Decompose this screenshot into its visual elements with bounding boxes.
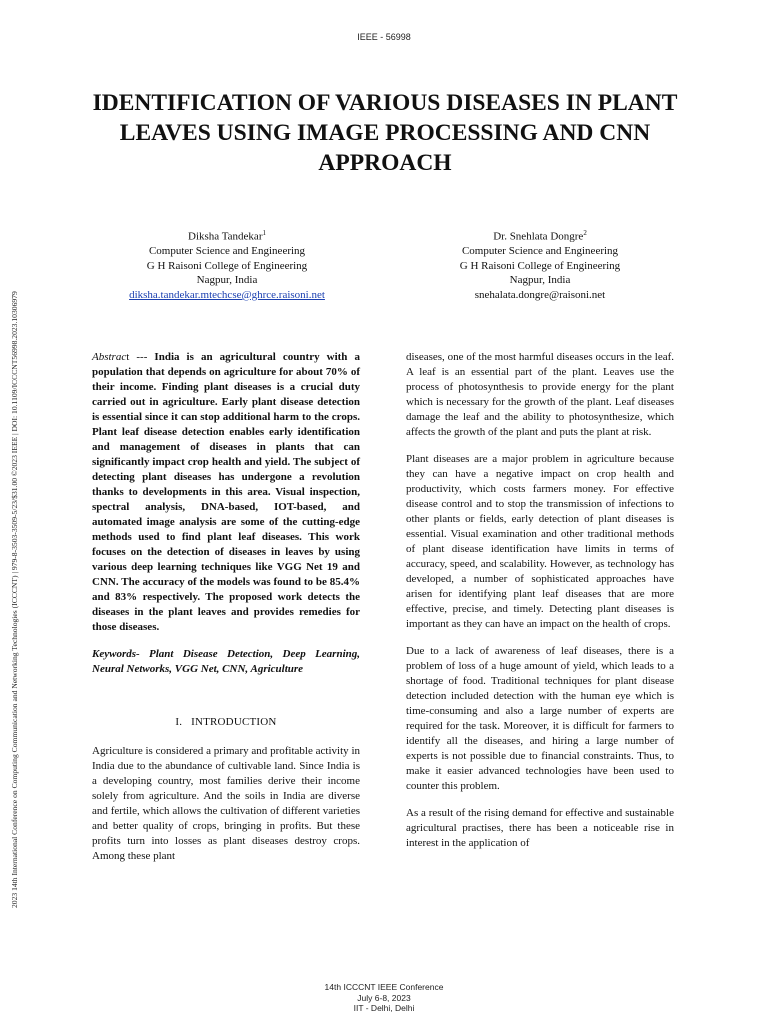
author-1-institution: G H Raisoni College of Engineering (146, 259, 308, 272)
abstract-lead: Abstrac (92, 351, 127, 363)
footer-line-3: IIT - Delhi, Delhi (353, 1003, 415, 1013)
author-1-email-link[interactable]: diksha.tandekar.mtechcse@ghrce.raisoni.net (129, 288, 325, 301)
doi-side-strip: 2023 14th International Conference on Computing Communication and Networking Technologies (ICCCNT) | 979-8-3503-3509-5/23/$31.00 ©2023 IEEE | DOI: 10.1109/ICCCNT56998.2023.10306979 (10, 291, 19, 908)
author-2-email: snehalata.dongre@raisoni.net (474, 288, 606, 301)
left-column (92, 350, 360, 876)
author-1-location: Nagpur, India (196, 274, 258, 287)
author-2-location: Nagpur, India (509, 274, 571, 287)
section-title: INTRODUCTION (191, 716, 277, 728)
author-1-sup: 1 (262, 229, 266, 237)
abstract (92, 350, 360, 635)
abstract-lead-rest: t (126, 351, 130, 363)
author-2-dept: Computer Science and Engineering (461, 245, 619, 258)
abstract-body: India is an agricultural country with a population that depends on agriculture for about 70% of their income. Finding plant diseases is a crucial duty carried out in agriculture. Early plant disease detection is essential since it can stop additional harm to the crops. Plant leaf disease detection enables early identification and management of diseases in plants that can significantly impact crop health and yield. The subject of detecting plant diseases has undergone a revolution thanks to developments in this area. Visual inspection, spectral analysis, DNA-based, IOT-based, and automated image analysis are some of the cutting-edge methods used to find plant leaf diseases. This work focuses on the detection of diseases in leaves by using various deep learning techniques like VGG Net 19 and CNN. The accuracy of the models was found to be 85.4% and 83% respectively. The proposed work detects the diseases in the plant leaves and provides remedies for those diseases. (92, 351, 360, 633)
conference-id: IEEE - 56998 (357, 32, 411, 42)
author-2-institution: G H Raisoni College of Engineering (459, 259, 621, 272)
right-paragraph-4: As a result of the rising demand for effective and sustainable agricultural practises, there has been a noticeable rise in interest in the application of (406, 807, 674, 849)
paper-title: IDENTIFICATION OF VARIOUS DISEASES IN PLANT LEAVES USING IMAGE PROCESSING AND CNN APPROACH (92, 90, 678, 176)
author-2-name: Dr. Snehlata Dongre (493, 230, 584, 243)
right-paragraph-1: diseases, one of the most harmful diseases occurs in the leaf. A leaf is an essential part of the plant. Leaves use the process of photosynthesis to provide energy for the plant which is necessary for the growth of the plant. Leaf diseases damage the leaf and the ability to photosynthesize, which affects the growth of the plant and puts the plant at risk. (406, 351, 674, 438)
section-heading-introduction (92, 715, 360, 730)
right-column (406, 350, 674, 863)
author-1-name: Diksha Tandekar (188, 230, 263, 243)
author-2 (390, 226, 690, 302)
author-1-dept: Computer Science and Engineering (148, 245, 306, 258)
right-paragraph-3: Due to a lack of awareness of leaf diseases, there is a problem of loss of a huge amount of yield, which leads to a shortage of food. Traditional techniques for plant disease detection included detection with the human eye which is time-consuming and also a large number of experts are required for the task. Moreover, it is difficult for farmers to identify all the diseases, and hiring a large number of experts is not possible due to financial constraints. Thus, to make it easier advanced technologies have been used to counter this problem. (406, 645, 674, 792)
author-1 (77, 226, 377, 302)
right-paragraph-2: Plant diseases are a major problem in agriculture because they can have a negative impact on crop health and productivity, which costs farmers money. For effective disease control and to stop the transmission of infections to other plants or fields, early detection of plant diseases is essential. Visual examination and other traditional methods of plant disease identification have limits in terms of accuracy, speed, and scalability. However, as technology has developed, a number of sophisticated approaches have arisen for identifying plant leaf diseases that are more effective, precise, and timely. Detecting plant diseases is important as they can have an impact on the health of crops. (406, 453, 674, 630)
section-number: I. (175, 716, 183, 728)
abstract-separator: --- (129, 351, 155, 363)
footer-line-1: 14th ICCCNT IEEE Conference (324, 982, 444, 992)
conference-footer (0, 982, 768, 1014)
intro-paragraph-1: Agriculture is considered a primary and profitable activity in India due to the abundance of cultivable land. Since India is a developing country, most families derive their income solely from agriculture. And the soils in India are diverse and fertile, which allows the cultivation of different varieties and better quality of crops, bringing in profits. But these profits turn into losses as plant diseases destroy crops. Among these plant (92, 745, 360, 862)
keywords: Keywords- Plant Disease Detection, Deep Learning, Neural Networks, VGG Net, CNN, Agriculture (92, 648, 360, 675)
footer-line-2: July 6-8, 2023 (357, 992, 411, 1003)
author-2-sup: 2 (583, 229, 587, 237)
